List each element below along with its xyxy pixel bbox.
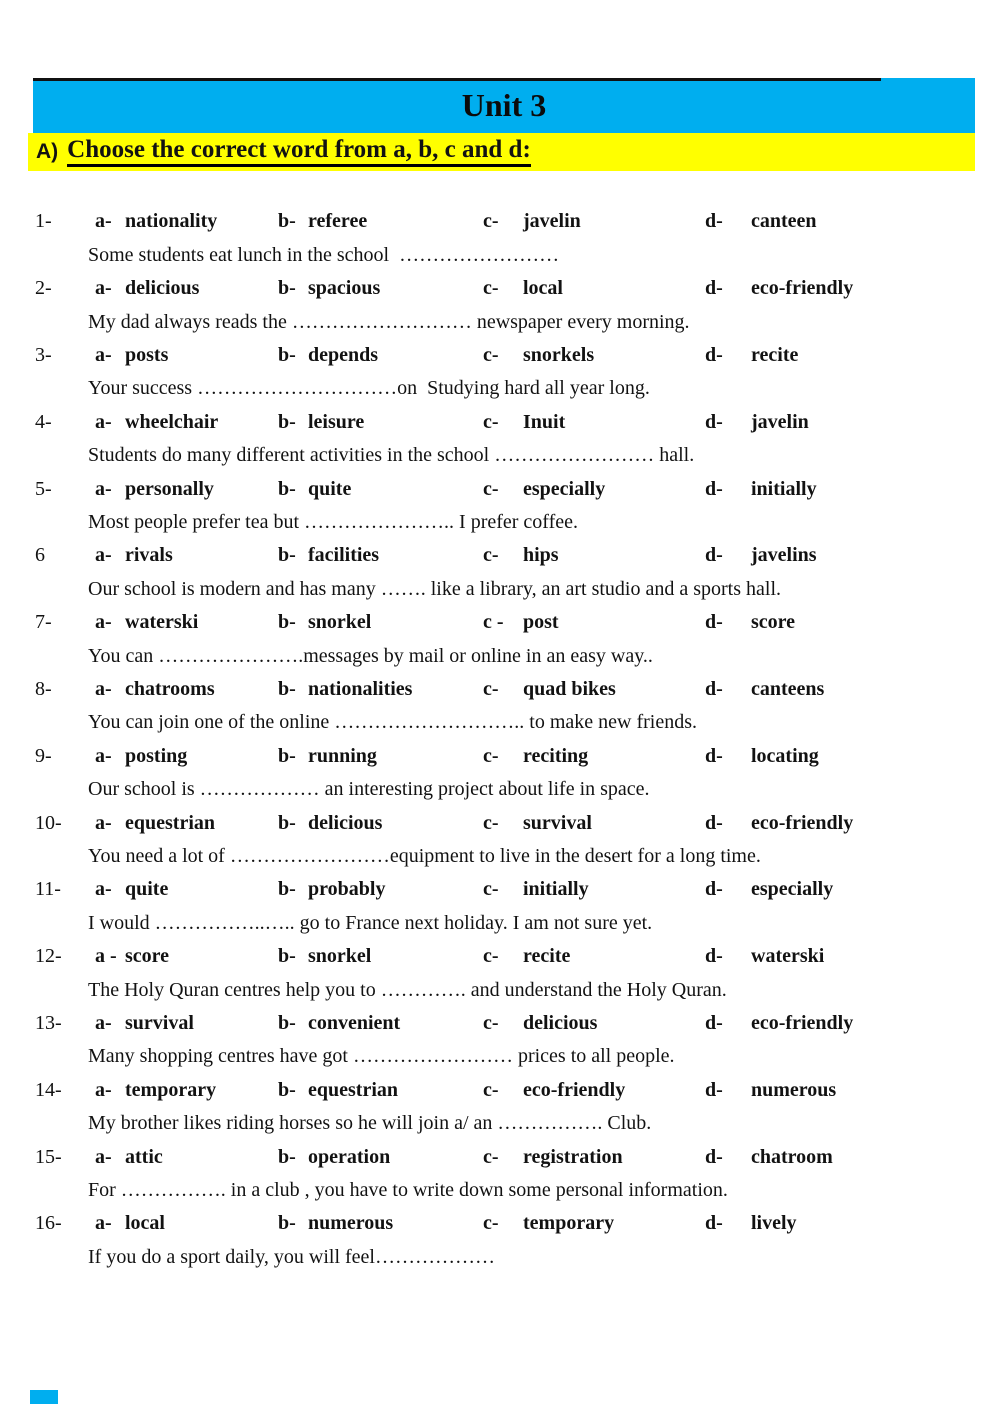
option-b [278,673,412,706]
question-row [0,1174,993,1268]
option-b [278,1074,398,1107]
option-c [483,740,588,773]
option-d [705,1074,836,1107]
option-key: b- [278,1145,296,1168]
unit-header [33,78,975,133]
option-word: score [125,945,170,968]
option-key: c- [483,744,499,767]
question-number: 4- [35,410,52,433]
option-key: c- [483,878,499,901]
option-d [705,1007,853,1040]
options-row [0,539,993,572]
option-d [705,673,824,706]
question-text: For ……………. in a club , you have to write down some personal information. [88,1178,728,1201]
option-key: d- [705,1078,723,1101]
option-d [705,1141,833,1174]
question-number: 1- [35,210,52,233]
option-d [705,205,817,238]
option-d [705,807,853,840]
question-number: 7- [35,611,52,634]
option-key: d- [705,744,723,767]
option-c [483,673,616,706]
option-key: b- [278,744,296,767]
option-word: convenient [308,1011,401,1034]
option-key: b- [278,210,296,233]
question-number: 6 [35,544,45,567]
option-key: c- [483,1212,499,1235]
option-word: hips [523,544,559,567]
option-word: equestrian [125,811,215,834]
option-key: a- [95,611,112,634]
option-key: a- [95,1078,112,1101]
option-key: a- [95,477,112,500]
option-d [705,940,824,973]
option-key: a- [95,878,112,901]
option-word: delicious [523,1011,598,1034]
question-number: 14- [35,1078,62,1101]
option-key: d- [705,677,723,700]
question-text: You can ………………….messages by mail or online in an easy way.. [88,644,653,667]
question-row [0,172,993,266]
option-a [95,1007,194,1040]
option-word: javelin [751,410,809,433]
option-key: a- [95,811,112,834]
option-key: b- [278,611,296,634]
option-word: delicious [308,811,383,834]
option-word: numerous [308,1212,394,1235]
question-number: 2- [35,277,52,300]
option-word: lively [751,1212,797,1235]
option-b [278,1141,390,1174]
option-key: b- [278,410,296,433]
option-word: personally [125,477,214,500]
option-b [278,339,378,372]
option-key: a- [95,210,112,233]
option-key: c- [483,945,499,968]
option-c [483,473,605,506]
option-key: c- [483,277,499,300]
options-row [0,740,993,773]
question-row [0,1107,993,1201]
option-word: survival [125,1011,194,1034]
option-a [95,473,214,506]
option-word: attic [125,1145,163,1168]
option-key: c- [483,477,499,500]
option-word: registration [523,1145,623,1168]
option-a [95,406,218,439]
option-key: c- [483,1145,499,1168]
option-b [278,1207,393,1240]
question-text: Some students eat lunch in the school …………………… [88,243,560,266]
option-d [705,406,809,439]
option-key: a- [95,1011,112,1034]
option-a [95,1207,165,1240]
option-key: a - [95,945,117,968]
question-row [0,573,993,667]
option-word: quad bikes [523,677,616,700]
option-a [95,606,198,639]
option-a [95,873,168,906]
option-word: quite [308,477,352,500]
question-row [0,306,993,400]
option-d [705,740,819,773]
options-row [0,673,993,706]
unit-title: Unit 3 [461,87,547,123]
option-key: a- [95,277,112,300]
question-row [0,640,993,734]
options-row [0,1007,993,1040]
option-key: c- [483,1078,499,1101]
option-word: especially [523,477,606,500]
question-number: 3- [35,344,52,366]
option-key: d- [705,477,723,500]
option-key: c- [483,210,499,233]
option-word: chatroom [751,1145,833,1168]
question-row [0,372,993,467]
option-c [483,406,565,439]
option-c [483,1074,625,1107]
option-word: temporary [125,1078,217,1101]
question-text: Your success …………………………on Studying hard all year long. [88,377,650,400]
question-row [0,840,993,934]
option-key: d- [705,945,723,968]
question-row [0,974,993,1068]
question-text: I would ……………..….. go to France next holiday. I am not sure yet. [88,911,653,934]
option-word: posting [125,744,188,767]
option-word: delicious [125,277,200,300]
option-a [95,740,187,773]
option-word: especially [751,878,834,901]
question-row [0,706,993,801]
option-key: c - [483,611,504,634]
question-text: My dad always reads the ……………………… newspaper every morning. [88,310,690,333]
question-row [0,1040,993,1135]
option-word: post [523,611,559,634]
option-c [483,205,581,238]
option-key: b- [278,811,296,834]
question-row [0,439,993,533]
question-number: 13- [35,1011,62,1034]
option-word: eco-friendly [751,811,854,834]
option-key: a- [95,744,112,767]
option-c [483,272,563,305]
option-c [483,873,589,906]
option-word: survival [523,811,592,834]
question-text: Many shopping centres have got …………………… prices to all people. [88,1045,675,1068]
option-a [95,940,169,973]
option-key: c- [483,343,499,366]
section-heading: Choose the correct word from a, b, c and d: [67,137,531,167]
question-number: 8- [35,677,52,700]
options-row [0,940,993,973]
option-key: c- [483,811,499,834]
option-word: nationalities [308,677,413,700]
option-word: initially [751,477,817,500]
question-text: Most people prefer tea but ………………….. I prefer coffee. [88,511,579,533]
question-number: 9- [35,744,52,767]
option-key: b- [278,677,296,700]
option-word: numerous [751,1078,837,1101]
option-key: a- [95,544,112,567]
question-row [0,239,993,333]
option-d [705,873,833,906]
options-row [0,1207,993,1240]
options-row [0,807,993,840]
option-key: c- [483,410,499,433]
option-word: snorkels [523,343,595,366]
next-section-bar-fragment [30,1390,58,1404]
option-a [95,272,199,305]
section-header [28,133,975,171]
option-word: referee [308,210,368,233]
option-word: quite [125,878,169,901]
option-key: b- [278,1078,296,1101]
option-word: rivals [125,544,173,567]
options-row [0,473,993,506]
option-c [483,539,559,572]
option-key: d- [705,878,723,901]
option-word: score [751,611,796,634]
question-number: 5- [35,477,52,500]
option-key: d- [705,611,723,634]
option-key: c- [483,677,499,700]
option-c [483,1007,597,1040]
option-word: waterski [125,611,199,634]
option-key: c- [483,544,499,567]
option-word: local [125,1212,165,1235]
option-key: c- [483,1011,499,1034]
option-word: reciting [523,744,589,767]
question-text: The Holy Quran centres help you to …………. and understand the Holy Quran. [88,978,727,1001]
option-word: recite [751,343,799,366]
option-word: javelin [523,210,581,233]
option-word: Inuit [523,410,566,433]
option-b [278,473,351,506]
option-word: initially [523,878,589,901]
option-d [705,473,817,506]
option-word: running [308,744,377,767]
question-list [0,172,993,1268]
option-word: eco-friendly [523,1078,626,1101]
option-key: b- [278,945,296,968]
question-text: Our school is modern and has many ……. like a library, an art studio and a sports hall. [88,577,781,600]
question-text: If you do a sport daily, you will feel……………… [88,1245,495,1268]
option-key: d- [705,343,723,366]
option-d [705,539,817,572]
option-word: facilities [308,544,380,567]
option-a [95,205,217,238]
option-word: waterski [751,945,825,968]
question-text: My brother likes riding horses so he will join a/ an ……………. Club. [88,1112,652,1135]
option-b [278,740,377,773]
option-key: a- [95,343,112,366]
option-word: recite [523,945,571,968]
option-word: leisure [308,410,365,433]
option-word: snorkel [308,611,372,634]
options-row [0,1141,993,1174]
option-key: d- [705,277,723,300]
question-row [0,907,993,1001]
option-b [278,940,371,973]
option-a [95,539,173,572]
question-number: 11- [35,878,61,901]
option-key: d- [705,210,723,233]
option-key: d- [705,410,723,433]
option-word: posts [125,343,169,366]
option-key: a- [95,1145,112,1168]
question-text: You need a lot of ……………………equipment to live in the desert for a long time. [88,844,761,867]
question-number: 12- [35,945,62,968]
option-c [483,1141,623,1174]
option-c [483,807,592,840]
option-word: equestrian [308,1078,398,1101]
option-key: d- [705,1011,723,1034]
option-word: canteen [751,210,817,233]
option-b [278,539,379,572]
option-b [278,406,364,439]
option-key: d- [705,811,723,834]
question-text: You can join one of the online ……………………….. to make new friends. [88,711,697,734]
options-row [0,406,993,439]
option-word: wheelchair [125,410,219,433]
question-number: 15- [35,1145,62,1168]
option-word: spacious [308,277,381,300]
option-key: a- [95,677,112,700]
option-word: nationality [125,210,218,233]
options-row [0,873,993,906]
option-d [705,339,798,372]
option-word: chatrooms [125,677,215,700]
option-word: depends [308,343,379,366]
option-word: probably [308,878,386,901]
option-d [705,606,795,639]
option-word: canteens [751,677,825,700]
option-b [278,606,371,639]
option-word: snorkel [308,945,372,968]
option-key: a- [95,1212,112,1235]
question-text: Our school is ……………… an interesting project about life in space. [88,778,650,801]
option-word: locating [751,744,819,767]
options-row [0,606,993,639]
options-row [0,272,993,305]
question-row [0,506,993,600]
option-b [278,807,382,840]
option-a [95,1074,216,1107]
option-d [705,1207,797,1240]
option-word: eco-friendly [751,277,854,300]
question-number: 10- [35,811,62,834]
option-key: d- [705,1145,723,1168]
option-word: eco-friendly [751,1011,854,1034]
option-b [278,272,380,305]
option-word: operation [308,1145,391,1168]
option-c [483,940,570,973]
option-word: local [523,277,563,300]
question-text: Students do many different activities in the school …………………… hall. [88,444,695,467]
option-b [278,1007,400,1040]
option-key: b- [278,544,296,567]
option-key: b- [278,277,296,300]
option-key: b- [278,1212,296,1235]
option-key: b- [278,477,296,500]
option-a [95,339,168,372]
option-key: a- [95,410,112,433]
options-row [0,339,993,372]
option-d [705,272,853,305]
option-key: b- [278,343,296,366]
option-c [483,606,559,639]
question-number: 16- [35,1212,62,1235]
option-word: javelins [751,544,817,567]
option-a [95,1141,163,1174]
option-word: temporary [523,1212,615,1235]
option-a [95,673,215,706]
option-key: b- [278,878,296,901]
option-c [483,1207,614,1240]
option-c [483,339,594,372]
option-b [278,205,367,238]
question-row [0,773,993,867]
option-key: d- [705,544,723,567]
section-label: A) [36,140,59,163]
option-key: b- [278,1011,296,1034]
options-row [0,1074,993,1107]
options-row [0,205,993,238]
option-key: d- [705,1212,723,1235]
option-b [278,873,385,906]
option-a [95,807,215,840]
